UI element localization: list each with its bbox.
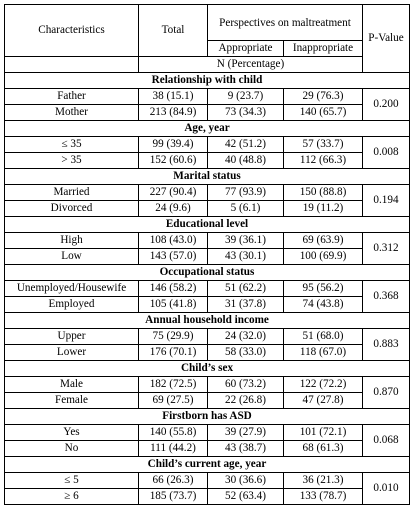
cell-appropriate: 58 (33.0) bbox=[208, 345, 284, 361]
cell-appropriate: 42 (51.2) bbox=[208, 137, 284, 153]
cell-total: 213 (84.9) bbox=[139, 105, 208, 121]
section-title: Child’s current age, year bbox=[5, 457, 410, 473]
cell-total: 146 (58.2) bbox=[139, 281, 208, 297]
cell-inappropriate: 51 (68.0) bbox=[284, 329, 363, 345]
cell-appropriate: 39 (36.1) bbox=[208, 233, 284, 249]
row-label: Low bbox=[5, 249, 139, 265]
section-header-row bbox=[5, 73, 410, 89]
table-row bbox=[5, 297, 410, 313]
row-label: No bbox=[5, 441, 139, 457]
cell-appropriate: 5 (6.1) bbox=[208, 201, 284, 217]
cell-total: 99 (39.4) bbox=[139, 137, 208, 153]
cell-total: 176 (70.1) bbox=[139, 345, 208, 361]
cell-total: 227 (90.4) bbox=[139, 185, 208, 201]
cell-inappropriate: 95 (56.2) bbox=[284, 281, 363, 297]
section-title: Occupational status bbox=[5, 265, 410, 281]
cell-appropriate: 77 (93.9) bbox=[208, 185, 284, 201]
cell-total: 75 (29.9) bbox=[139, 329, 208, 345]
cell-inappropriate: 133 (78.7) bbox=[284, 489, 363, 505]
cell-total: 152 (60.6) bbox=[139, 153, 208, 169]
table-header bbox=[5, 5, 410, 73]
row-label: Mother bbox=[5, 105, 139, 121]
table-wrapper bbox=[4, 4, 410, 505]
header-blank-cell bbox=[5, 57, 139, 73]
table-row bbox=[5, 281, 410, 297]
cell-pvalue: 0.068 bbox=[363, 425, 410, 457]
cell-inappropriate: 74 (43.8) bbox=[284, 297, 363, 313]
section-header-row bbox=[5, 169, 410, 185]
section-title: Child’s sex bbox=[5, 361, 410, 377]
cell-total: 111 (44.2) bbox=[139, 441, 208, 457]
cell-appropriate: 43 (38.7) bbox=[208, 441, 284, 457]
table-row bbox=[5, 473, 410, 489]
row-label: Yes bbox=[5, 425, 139, 441]
cell-appropriate: 40 (48.8) bbox=[208, 153, 284, 169]
table-row bbox=[5, 393, 410, 409]
cell-inappropriate: 118 (67.0) bbox=[284, 345, 363, 361]
cell-inappropriate: 47 (27.8) bbox=[284, 393, 363, 409]
table-row bbox=[5, 489, 410, 505]
cell-inappropriate: 100 (69.9) bbox=[284, 249, 363, 265]
cell-total: 143 (57.0) bbox=[139, 249, 208, 265]
cell-inappropriate: 19 (11.2) bbox=[284, 201, 363, 217]
section-header-row bbox=[5, 121, 410, 137]
section-title: Age, year bbox=[5, 121, 410, 137]
cell-inappropriate: 57 (33.7) bbox=[284, 137, 363, 153]
cell-appropriate: 31 (37.8) bbox=[208, 297, 284, 313]
row-label: Male bbox=[5, 377, 139, 393]
cell-appropriate: 73 (34.3) bbox=[208, 105, 284, 121]
cell-inappropriate: 122 (72.2) bbox=[284, 377, 363, 393]
row-label: Married bbox=[5, 185, 139, 201]
cell-total: 140 (55.8) bbox=[139, 425, 208, 441]
cell-total: 108 (43.0) bbox=[139, 233, 208, 249]
header-n-percentage: N (Percentage) bbox=[139, 57, 363, 73]
table-row bbox=[5, 249, 410, 265]
results-table bbox=[4, 4, 410, 505]
row-label: ≤ 35 bbox=[5, 137, 139, 153]
section-title: Relationship with child bbox=[5, 73, 410, 89]
cell-total: 105 (41.8) bbox=[139, 297, 208, 313]
table-body bbox=[5, 73, 410, 505]
cell-total: 182 (72.5) bbox=[139, 377, 208, 393]
cell-pvalue: 0.008 bbox=[363, 137, 410, 169]
section-header-row bbox=[5, 409, 410, 425]
cell-pvalue: 0.883 bbox=[363, 329, 410, 361]
cell-inappropriate: 29 (76.3) bbox=[284, 89, 363, 105]
section-header-row bbox=[5, 361, 410, 377]
cell-inappropriate: 101 (72.1) bbox=[284, 425, 363, 441]
cell-appropriate: 24 (32.0) bbox=[208, 329, 284, 345]
table-row bbox=[5, 153, 410, 169]
section-header-row bbox=[5, 217, 410, 233]
header-pvalue: P-Value bbox=[363, 5, 410, 73]
table-row bbox=[5, 425, 410, 441]
cell-inappropriate: 69 (63.9) bbox=[284, 233, 363, 249]
header-characteristics: Characteristics bbox=[5, 5, 139, 57]
cell-appropriate: 9 (23.7) bbox=[208, 89, 284, 105]
table-row bbox=[5, 105, 410, 121]
section-header-row bbox=[5, 457, 410, 473]
table-row bbox=[5, 185, 410, 201]
row-label: Employed bbox=[5, 297, 139, 313]
cell-appropriate: 30 (36.6) bbox=[208, 473, 284, 489]
row-label: ≤ 5 bbox=[5, 473, 139, 489]
cell-total: 24 (9.6) bbox=[139, 201, 208, 217]
cell-appropriate: 52 (63.4) bbox=[208, 489, 284, 505]
header-inappropriate: Inappropriate bbox=[284, 41, 363, 57]
cell-inappropriate: 68 (61.3) bbox=[284, 441, 363, 457]
cell-inappropriate: 150 (88.8) bbox=[284, 185, 363, 201]
table-row bbox=[5, 137, 410, 153]
cell-appropriate: 43 (30.1) bbox=[208, 249, 284, 265]
cell-total: 185 (73.7) bbox=[139, 489, 208, 505]
row-label: > 35 bbox=[5, 153, 139, 169]
row-label: High bbox=[5, 233, 139, 249]
section-title: Annual household income bbox=[5, 313, 410, 329]
cell-total: 38 (15.1) bbox=[139, 89, 208, 105]
row-label: Divorced bbox=[5, 201, 139, 217]
table-row bbox=[5, 345, 410, 361]
cell-appropriate: 39 (27.9) bbox=[208, 425, 284, 441]
section-title: Educational level bbox=[5, 217, 410, 233]
header-appropriate: Appropriate bbox=[208, 41, 284, 57]
section-title: Firstborn has ASD bbox=[5, 409, 410, 425]
cell-appropriate: 51 (62.2) bbox=[208, 281, 284, 297]
table-row bbox=[5, 329, 410, 345]
row-label: Female bbox=[5, 393, 139, 409]
cell-inappropriate: 140 (65.7) bbox=[284, 105, 363, 121]
row-label: Upper bbox=[5, 329, 139, 345]
section-header-row bbox=[5, 265, 410, 281]
cell-pvalue: 0.010 bbox=[363, 473, 410, 505]
section-header-row bbox=[5, 313, 410, 329]
cell-total: 66 (26.3) bbox=[139, 473, 208, 489]
table-row bbox=[5, 441, 410, 457]
cell-pvalue: 0.870 bbox=[363, 377, 410, 409]
row-label: ≥ 6 bbox=[5, 489, 139, 505]
header-total: Total bbox=[139, 5, 208, 57]
header-perspectives: Perspectives on maltreatment bbox=[208, 5, 363, 41]
cell-total: 69 (27.5) bbox=[139, 393, 208, 409]
cell-inappropriate: 112 (66.3) bbox=[284, 153, 363, 169]
row-label: Lower bbox=[5, 345, 139, 361]
section-title: Marital status bbox=[5, 169, 410, 185]
row-label: Unemployed/Housewife bbox=[5, 281, 139, 297]
row-label: Father bbox=[5, 89, 139, 105]
table-row bbox=[5, 89, 410, 105]
cell-appropriate: 60 (73.2) bbox=[208, 377, 284, 393]
table-row bbox=[5, 201, 410, 217]
cell-pvalue: 0.312 bbox=[363, 233, 410, 265]
cell-pvalue: 0.194 bbox=[363, 185, 410, 217]
cell-inappropriate: 36 (21.3) bbox=[284, 473, 363, 489]
table-row bbox=[5, 377, 410, 393]
table-row bbox=[5, 233, 410, 249]
cell-appropriate: 22 (26.8) bbox=[208, 393, 284, 409]
cell-pvalue: 0.200 bbox=[363, 89, 410, 121]
cell-pvalue: 0.368 bbox=[363, 281, 410, 313]
